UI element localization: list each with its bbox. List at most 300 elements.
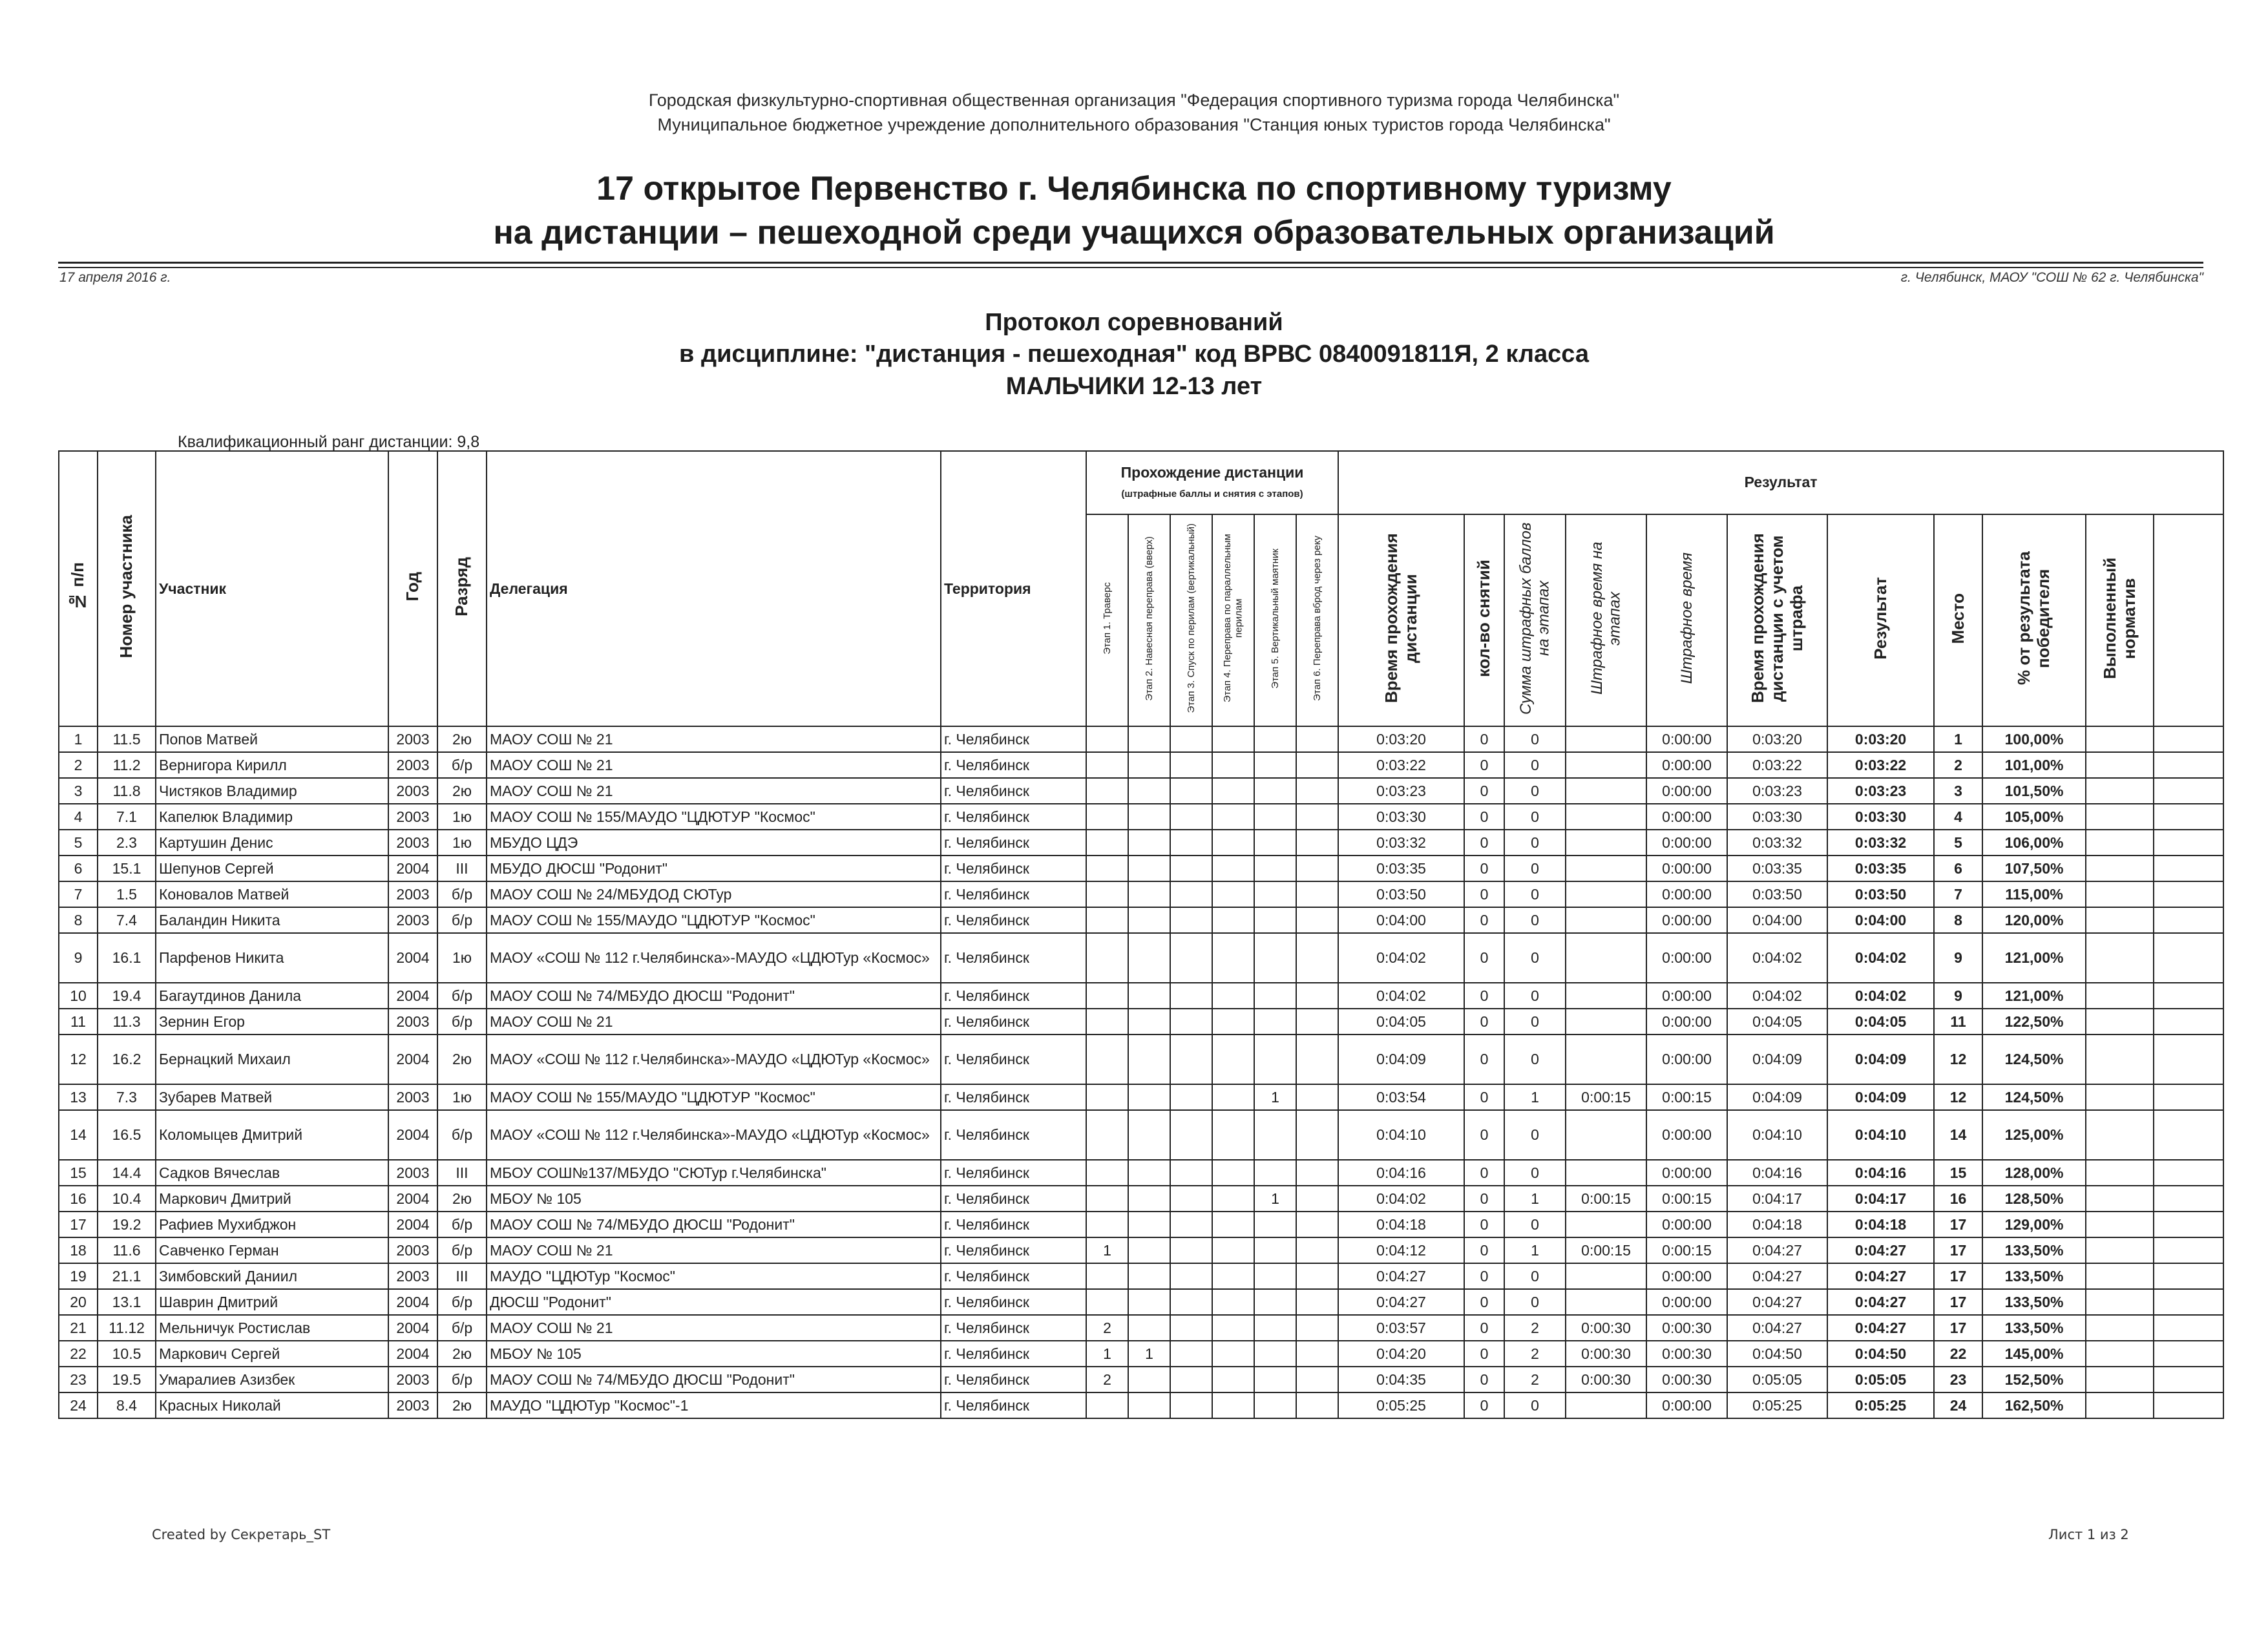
stage-4-penalty-cell [1212,1315,1254,1341]
protocol-group: МАЛЬЧИКИ 12-13 лет [1005,373,1263,400]
penalty-sum-cell: 0 [1504,726,1566,752]
participant-name-cell: Умаралиев Азизбек [156,1367,388,1392]
time-with-penalty-cell: 0:03:32 [1727,830,1827,856]
penalty-sum-cell: 0 [1504,752,1566,778]
row-num-cell: 10 [59,983,98,1009]
result-time-cell: 0:04:17 [1827,1186,1934,1212]
birth-year-cell: 2004 [388,1186,437,1212]
penalty-sum-cell: 0 [1504,856,1566,881]
stage-5-penalty-cell [1254,1035,1296,1084]
place-cell: 23 [1934,1367,1982,1392]
norm-achieved-cell [2086,881,2154,907]
bib-number-cell: 16.5 [98,1110,156,1160]
stage-penalty-time-cell [1566,1392,1646,1418]
time-with-penalty-cell: 0:04:09 [1727,1084,1827,1110]
place-cell: 24 [1934,1392,1982,1418]
stage-penalty-time-cell [1566,983,1646,1009]
stage-5-penalty-cell: 1 [1254,1084,1296,1110]
stage-6-penalty-cell [1296,778,1338,804]
created-by: Created by Секретарь_ST [152,1527,331,1542]
table-row [59,907,2223,933]
territory-cell: г. Челябинск [941,907,1086,933]
distance-time-cell: 0:03:50 [1338,881,1464,907]
territory-cell: г. Челябинск [941,804,1086,830]
stage-penalty-time-cell: 0:00:30 [1566,1367,1646,1392]
col-bib [98,451,156,726]
penalty-time-cell: 0:00:00 [1646,1009,1727,1035]
birth-year-cell: 2003 [388,804,437,830]
stage-penalty-time-cell [1566,856,1646,881]
percent-of-winner-cell: 120,00% [1982,907,2086,933]
row-num-cell: 7 [59,881,98,907]
removals-count-cell: 0 [1464,881,1504,907]
bib-number-cell: 7.1 [98,804,156,830]
col-time-with-penalty [1727,514,1827,726]
norm-achieved-cell [2086,778,2154,804]
stage-5-penalty-cell [1254,907,1296,933]
stage-2-penalty-cell [1128,1009,1170,1035]
sport-rank-cell: б/р [437,1009,487,1035]
penalty-sum-cell: 0 [1504,804,1566,830]
time-with-penalty-cell: 0:04:16 [1727,1160,1827,1186]
result-time-cell: 0:05:05 [1827,1367,1934,1392]
stage-6-penalty-cell [1296,752,1338,778]
note-cell [2154,983,2223,1009]
note-cell [2154,1212,2223,1237]
stages-group-subtitle: (штрафные баллы и снятия с этапов) [1121,488,1303,499]
result-time-cell: 0:03:20 [1827,726,1934,752]
bib-number-cell: 8.4 [98,1392,156,1418]
participant-name-cell: Попов Матвей [156,726,388,752]
penalty-time-cell: 0:00:30 [1646,1315,1727,1341]
stage-5-penalty-cell [1254,1289,1296,1315]
penalty-time-cell: 0:00:00 [1646,881,1727,907]
bib-number-cell: 13.1 [98,1289,156,1315]
col-place-label: Место [1948,593,1968,644]
stage-penalty-time-cell: 0:00:30 [1566,1341,1646,1367]
stage-6-penalty-cell [1296,830,1338,856]
row-num-cell: 1 [59,726,98,752]
removals-count-cell: 0 [1464,983,1504,1009]
territory-cell: г. Челябинск [941,1341,1086,1367]
col-stage-penalty-time [1566,514,1646,726]
norm-achieved-cell [2086,1315,2154,1341]
stage-penalty-time-cell [1566,1263,1646,1289]
penalty-time-cell: 0:00:15 [1646,1186,1727,1212]
sport-rank-cell: б/р [437,983,487,1009]
table-row [59,1315,2223,1341]
stage-4-penalty-cell [1212,778,1254,804]
col-penalty-time [1646,514,1727,726]
row-num-cell: 19 [59,1263,98,1289]
percent-of-winner-cell: 133,50% [1982,1263,2086,1289]
percent-of-winner-cell: 101,50% [1982,778,2086,804]
penalty-time-cell: 0:00:00 [1646,1160,1727,1186]
stage-1-penalty-cell: 2 [1086,1315,1128,1341]
stage-1-penalty-cell [1086,726,1128,752]
penalty-sum-cell: 1 [1504,1186,1566,1212]
stage-3-penalty-cell [1170,1009,1212,1035]
distance-time-cell: 0:05:25 [1338,1392,1464,1418]
removals-count-cell: 0 [1464,778,1504,804]
place-cell: 3 [1934,778,1982,804]
percent-of-winner-cell: 105,00% [1982,804,2086,830]
stage-penalty-time-cell [1566,1009,1646,1035]
row-num-cell: 6 [59,856,98,881]
delegation-cell: МАОУ СОШ № 155/МАУДО "ЦДЮТУР "Космос" [487,1084,941,1110]
row-num-cell: 22 [59,1341,98,1367]
stage-5-penalty-cell [1254,1237,1296,1263]
place-cell: 17 [1934,1237,1982,1263]
note-cell [2154,778,2223,804]
results-body [59,726,2223,1418]
delegation-cell: МАОУ СОШ № 74/МБУДО ДЮСШ "Родонит" [487,1212,941,1237]
stage-penalty-time-cell [1566,933,1646,983]
percent-of-winner-cell: 107,50% [1982,856,2086,881]
bib-number-cell: 7.3 [98,1084,156,1110]
row-num-cell: 3 [59,778,98,804]
stage-4-penalty-cell [1212,804,1254,830]
col-stage-4 [1212,514,1254,726]
row-num-cell: 2 [59,752,98,778]
participant-name-cell: Рафиев Мухибджон [156,1212,388,1237]
col-year [388,451,437,726]
stage-5-penalty-cell [1254,726,1296,752]
stage-1-penalty-cell [1086,856,1128,881]
col-num-label: № п/п [68,562,88,611]
time-with-penalty-cell: 0:04:02 [1727,933,1827,983]
penalty-time-cell: 0:00:30 [1646,1367,1727,1392]
territory-cell: г. Челябинск [941,1035,1086,1084]
sheet-number: Лист 1 из 2 [2048,1527,2129,1542]
participant-name-cell: Парфенов Никита [156,933,388,983]
stage-5-penalty-cell [1254,881,1296,907]
bib-number-cell: 2.3 [98,830,156,856]
stage-6-penalty-cell [1296,1341,1338,1367]
removals-count-cell: 0 [1464,752,1504,778]
distance-time-cell: 0:04:27 [1338,1263,1464,1289]
stage-2-penalty-cell [1128,778,1170,804]
result-time-cell: 0:03:35 [1827,856,1934,881]
stage-2-penalty-cell [1128,752,1170,778]
stage-1-penalty-cell [1086,881,1128,907]
stage-3-penalty-cell [1170,1212,1212,1237]
delegation-cell: МАОУ СОШ № 21 [487,726,941,752]
delegation-cell: ДЮСШ "Родонит" [487,1289,941,1315]
stages-group-title: Прохождение дистанции [1120,464,1304,481]
distance-time-cell: 0:03:32 [1338,830,1464,856]
stage-6-penalty-cell [1296,881,1338,907]
norm-achieved-cell [2086,830,2154,856]
birth-year-cell: 2004 [388,933,437,983]
norm-achieved-cell [2086,907,2154,933]
penalty-time-cell: 0:00:00 [1646,933,1727,983]
stage-6-penalty-cell [1296,907,1338,933]
stage-3-penalty-cell [1170,1237,1212,1263]
norm-achieved-cell [2086,1009,2154,1035]
result-time-cell: 0:04:27 [1827,1289,1934,1315]
removals-count-cell: 0 [1464,1084,1504,1110]
birth-year-cell: 2004 [388,1110,437,1160]
percent-of-winner-cell: 115,00% [1982,881,2086,907]
delegation-cell: МАОУ «СОШ № 112 г.Челябинска»-МАУДО «ЦДЮТур «Космос» [487,933,941,983]
stage-4-penalty-cell [1212,1212,1254,1237]
sport-rank-cell: б/р [437,907,487,933]
participant-name-cell: Коновалов Матвей [156,881,388,907]
stage-penalty-time-cell: 0:00:15 [1566,1084,1646,1110]
stage-5-penalty-cell [1254,983,1296,1009]
participant-name-cell: Садков Вячеслав [156,1160,388,1186]
stage-3-penalty-cell [1170,726,1212,752]
table-row [59,1392,2223,1418]
stage-1-penalty-cell [1086,804,1128,830]
place-cell: 17 [1934,1315,1982,1341]
bib-number-cell: 10.5 [98,1341,156,1367]
stage-1-penalty-cell [1086,1160,1128,1186]
bib-number-cell: 16.1 [98,933,156,983]
birth-year-cell: 2004 [388,1212,437,1237]
place-cell: 4 [1934,804,1982,830]
territory-cell: г. Челябинск [941,830,1086,856]
birth-year-cell: 2003 [388,1084,437,1110]
bib-number-cell: 11.5 [98,726,156,752]
stage-penalty-time-cell [1566,907,1646,933]
penalty-sum-cell: 2 [1504,1341,1566,1367]
territory-cell: г. Челябинск [941,983,1086,1009]
stage-1-penalty-cell [1086,983,1128,1009]
sport-rank-cell: б/р [437,881,487,907]
removals-count-cell: 0 [1464,1315,1504,1341]
result-time-cell: 0:03:22 [1827,752,1934,778]
distance-time-cell: 0:04:16 [1338,1160,1464,1186]
stage-2-penalty-cell [1128,830,1170,856]
stage-4-penalty-cell [1212,1009,1254,1035]
stage-5-penalty-cell [1254,856,1296,881]
protocol-title [0,309,2268,337]
sport-rank-cell: б/р [437,1367,487,1392]
stage-3-penalty-cell [1170,1263,1212,1289]
result-time-cell: 0:04:02 [1827,933,1934,983]
norm-achieved-cell [2086,1186,2154,1212]
stage-6-penalty-cell [1296,1289,1338,1315]
territory-cell: г. Челябинск [941,1392,1086,1418]
stage-4-penalty-cell [1212,907,1254,933]
stage-5-penalty-cell [1254,1392,1296,1418]
time-with-penalty-cell: 0:03:35 [1727,856,1827,881]
result-time-cell: 0:03:23 [1827,778,1934,804]
territory-cell: г. Челябинск [941,933,1086,983]
delegation-cell: МБОУ № 105 [487,1186,941,1212]
stage-2-penalty-cell [1128,1263,1170,1289]
participant-name-cell: Маркович Дмитрий [156,1186,388,1212]
stage-4-penalty-cell [1212,752,1254,778]
note-cell [2154,1009,2223,1035]
stage-2-penalty-cell [1128,933,1170,983]
table-row [59,1035,2223,1084]
norm-achieved-cell [2086,804,2154,830]
delegation-cell: МАОУ СОШ № 21 [487,1009,941,1035]
note-cell [2154,1084,2223,1110]
birth-year-cell: 2003 [388,881,437,907]
note-cell [2154,1289,2223,1315]
table-row [59,856,2223,881]
bib-number-cell: 21.1 [98,1263,156,1289]
stage-3-penalty-cell [1170,983,1212,1009]
stage-4-penalty-cell [1212,830,1254,856]
table-row [59,1341,2223,1367]
place-cell: 12 [1934,1035,1982,1084]
penalty-time-cell: 0:00:00 [1646,856,1727,881]
participant-name-cell: Бернацкий Михаил [156,1035,388,1084]
delegation-cell: МАОУ СОШ № 21 [487,1315,941,1341]
stage-1-penalty-cell: 2 [1086,1367,1128,1392]
discipline-name: "дистанция - пешеходная" код ВРВС 0840091811Я, 2 класса [865,341,1589,368]
col-stage-3 [1170,514,1212,726]
row-num-cell: 12 [59,1035,98,1084]
result-time-cell: 0:04:27 [1827,1237,1934,1263]
percent-of-winner-cell: 133,50% [1982,1289,2086,1315]
birth-year-cell: 2003 [388,1392,437,1418]
norm-achieved-cell [2086,1035,2154,1084]
participant-name-cell: Мельничук Ростислав [156,1315,388,1341]
col-removals-label: кол-во снятий [1474,560,1494,677]
penalty-sum-cell: 0 [1504,1110,1566,1160]
col-bib-label: Номер участника [116,515,136,658]
row-num-cell: 18 [59,1237,98,1263]
penalty-sum-cell: 0 [1504,907,1566,933]
time-with-penalty-cell: 0:04:27 [1727,1237,1827,1263]
stage-4-penalty-cell [1212,1263,1254,1289]
percent-of-winner-cell: 121,00% [1982,933,2086,983]
stage-1-penalty-cell [1086,752,1128,778]
note-cell [2154,804,2223,830]
time-with-penalty-cell: 0:05:05 [1727,1367,1827,1392]
col-penalty-time-label: Штрафное время [1677,552,1696,684]
stage-5-penalty-cell [1254,1110,1296,1160]
participant-name-cell: Савченко Герман [156,1237,388,1263]
note-cell [2154,1392,2223,1418]
percent-of-winner-cell: 124,50% [1982,1084,2086,1110]
stage-2-penalty-cell [1128,856,1170,881]
table-row [59,881,2223,907]
norm-achieved-cell [2086,1237,2154,1263]
result-time-cell: 0:03:30 [1827,804,1934,830]
time-with-penalty-cell: 0:04:00 [1727,907,1827,933]
stage-1-penalty-cell [1086,907,1128,933]
note-cell [2154,1263,2223,1289]
row-num-cell: 23 [59,1367,98,1392]
penalty-time-cell: 0:00:00 [1646,1212,1727,1237]
percent-of-winner-cell: 128,50% [1982,1186,2086,1212]
delegation-cell: МАОУ СОШ № 74/МБУДО ДЮСШ "Родонит" [487,1367,941,1392]
col-num [59,451,98,726]
penalty-sum-cell: 0 [1504,1009,1566,1035]
place-cell: 7 [1934,881,1982,907]
note-cell [2154,881,2223,907]
penalty-sum-cell: 1 [1504,1084,1566,1110]
bib-number-cell: 11.6 [98,1237,156,1263]
territory-cell: г. Челябинск [941,778,1086,804]
time-with-penalty-cell: 0:03:22 [1727,752,1827,778]
stage-2-penalty-cell [1128,1160,1170,1186]
place-cell: 8 [1934,907,1982,933]
penalty-time-cell: 0:00:00 [1646,804,1727,830]
percent-of-winner-cell: 133,50% [1982,1237,2086,1263]
col-stage-6 [1296,514,1338,726]
sport-rank-cell: 1ю [437,804,487,830]
result-time-cell: 0:04:27 [1827,1315,1934,1341]
stage-1-penalty-cell [1086,1035,1128,1084]
stage-3-penalty-cell [1170,830,1212,856]
norm-achieved-cell [2086,1160,2154,1186]
stage-6-penalty-cell [1296,933,1338,983]
result-group-header: Результат [1338,451,2223,514]
stage-1-penalty-cell [1086,933,1128,983]
table-row [59,1367,2223,1392]
table-row [59,1237,2223,1263]
penalty-time-cell: 0:00:00 [1646,726,1727,752]
header-rule-thin [58,267,2203,268]
col-stage-2 [1128,514,1170,726]
participant-name-cell: Маркович Сергей [156,1341,388,1367]
participant-name-cell: Чистяков Владимир [156,778,388,804]
delegation-cell: МБОУ СОШ№137/МБУДО "СЮТур г.Челябинска" [487,1160,941,1186]
table-row [59,1160,2223,1186]
stage-4-penalty-cell [1212,1367,1254,1392]
stage-5-penalty-cell [1254,1367,1296,1392]
table-row [59,778,2223,804]
stage-3-label: Этап 3. Спуск по перилам (вертикальный) [1185,523,1197,713]
distance-time-cell: 0:04:02 [1338,933,1464,983]
penalty-time-cell: 0:00:15 [1646,1237,1727,1263]
stage-3-penalty-cell [1170,881,1212,907]
distance-time-cell: 0:03:23 [1338,778,1464,804]
distance-time-cell: 0:04:12 [1338,1237,1464,1263]
stage-6-penalty-cell [1296,1186,1338,1212]
distance-time-cell: 0:04:20 [1338,1341,1464,1367]
time-with-penalty-cell: 0:04:50 [1727,1341,1827,1367]
stage-4-penalty-cell [1212,983,1254,1009]
birth-year-cell: 2004 [388,1315,437,1341]
removals-count-cell: 0 [1464,830,1504,856]
removals-count-cell: 0 [1464,726,1504,752]
birth-year-cell: 2003 [388,726,437,752]
distance-time-cell: 0:04:02 [1338,1186,1464,1212]
note-cell [2154,1186,2223,1212]
distance-time-cell: 0:03:20 [1338,726,1464,752]
row-num-cell: 24 [59,1392,98,1418]
stage-4-penalty-cell [1212,1392,1254,1418]
distance-time-cell: 0:04:35 [1338,1367,1464,1392]
percent-of-winner-cell: 133,50% [1982,1315,2086,1341]
place-cell: 16 [1934,1186,1982,1212]
participant-name-cell: Зернин Егор [156,1009,388,1035]
sport-rank-cell: б/р [437,1110,487,1160]
stage-4-label: Этап 4. Переправа по параллельным перилам [1222,534,1244,703]
stage-1-penalty-cell: 1 [1086,1341,1128,1367]
col-year-label: Год [403,572,423,602]
stage-3-penalty-cell [1170,1186,1212,1212]
delegation-cell: МАОУ СОШ № 21 [487,752,941,778]
event-date: 17 апреля 2016 г. [59,270,171,285]
col-territory: Территория [941,451,1086,726]
stage-6-penalty-cell [1296,1263,1338,1289]
penalty-time-cell: 0:00:00 [1646,1110,1727,1160]
stage-3-penalty-cell [1170,907,1212,933]
participant-name-cell: Коломыцев Дмитрий [156,1110,388,1160]
penalty-sum-cell: 0 [1504,983,1566,1009]
qualification-rank: Квалификационный ранг дистанции: 9,8 [178,433,480,451]
